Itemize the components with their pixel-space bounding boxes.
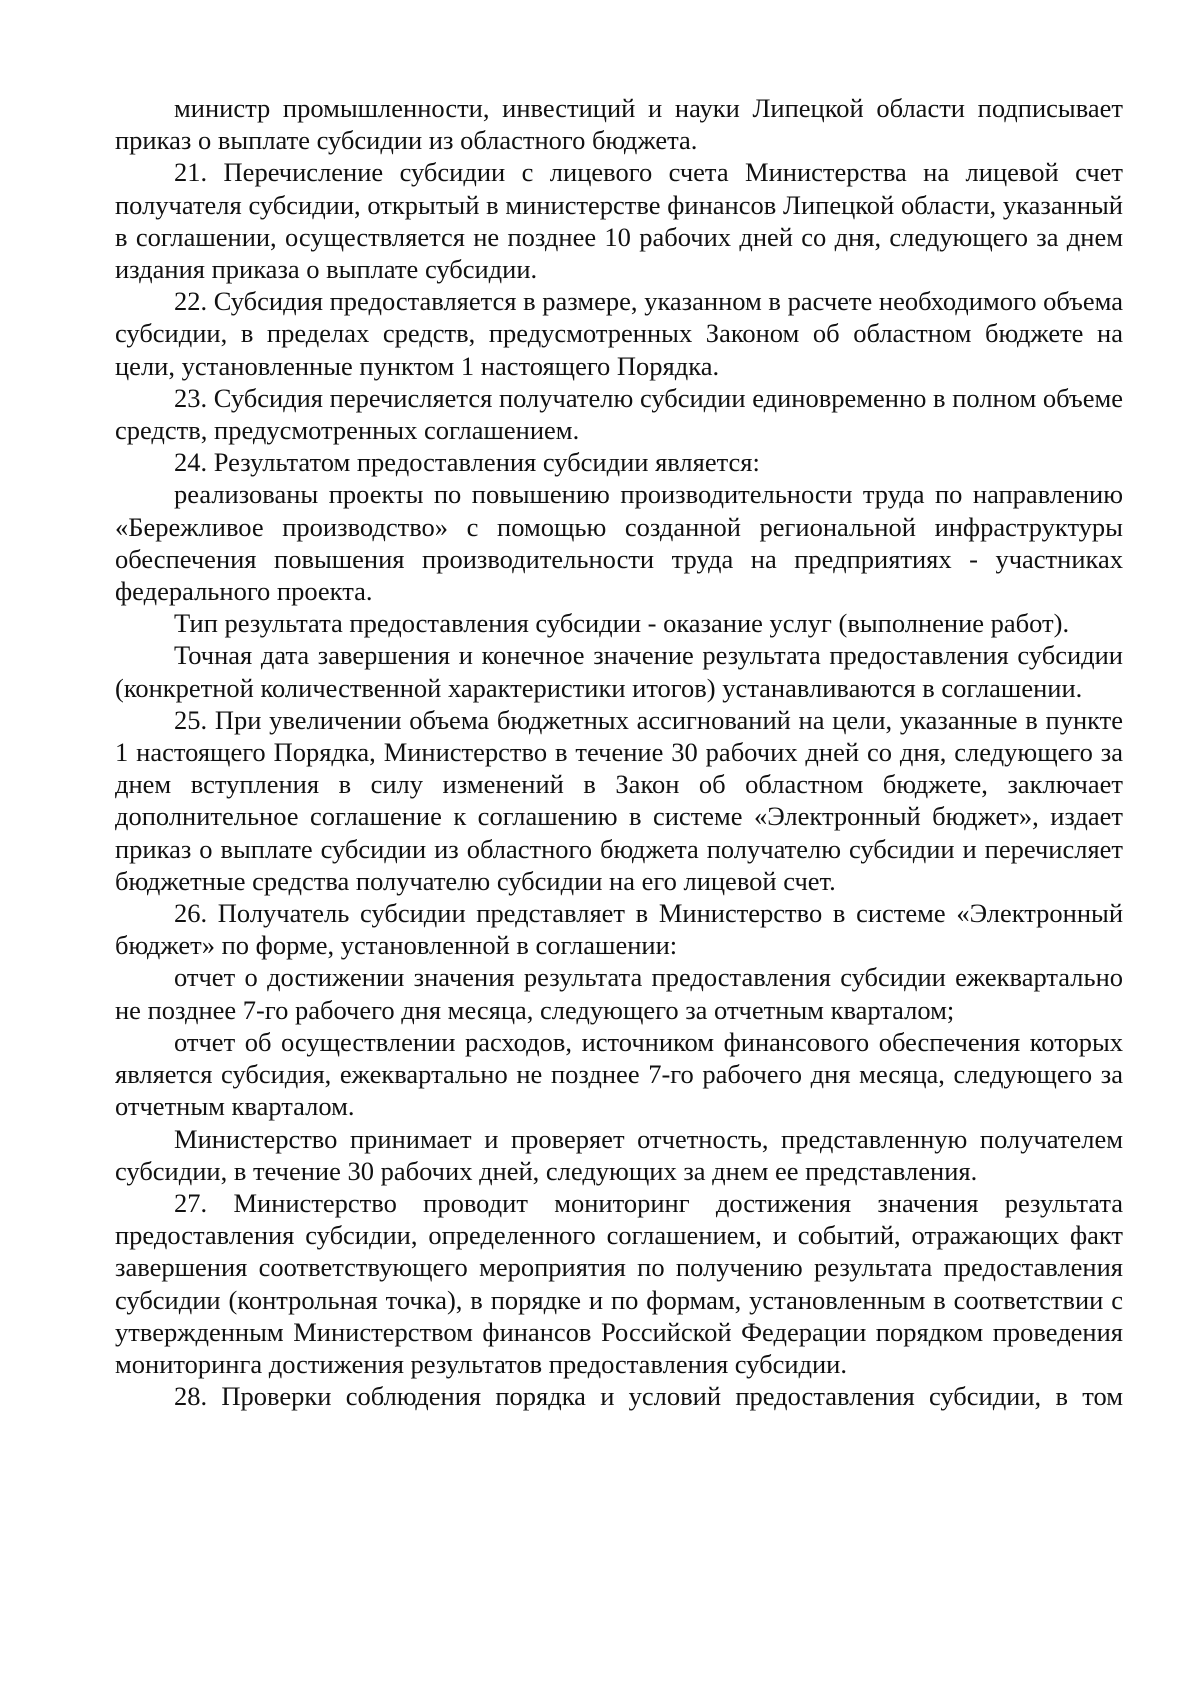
paragraph-21: 21. Перечисление субсидии с лицевого счета Министерства на лицевой счет получателя субсидии, открытый в министерстве финансов Липецкой области, указанный в соглашении, осуществляется не позднее 10 рабочих дней со дня, следующего за днем издания приказа о выплате субсидии. bbox=[115, 157, 1123, 285]
paragraph-22: 22. Субсидия предоставляется в размере, указанном в расчете необходимого объема субсидии, в пределах средств, предусмотренных Законом об областном бюджете на цели, установленные пунктом 1 настоящего Порядка. bbox=[115, 286, 1123, 381]
paragraph-26-review: Министерство принимает и проверяет отчетность, представленную получателем субсидии, в течение 30 рабочих дней, следующих за днем ее представления. bbox=[115, 1123, 1123, 1186]
paragraph-24-result-type: Тип результата предоставления субсидии - оказание услуг (выполнение работ). bbox=[174, 608, 1070, 639]
paragraph-24-result-date: Точная дата завершения и конечное значение результата предоставления субсидии (конкретной количественной характеристики итогов) устанавливаются в соглашении. bbox=[115, 640, 1123, 703]
paragraph-27: 27. Министерство проводит мониторинг достижения значения результата предоставления субсидии, определенного соглашением, и событий, отражающих факт завершения соответствующего мероприятия по получению результата предоставления субсидии (контрольная точка), в порядке и по формам, установленным в соответствии с утвержденным Министерством финансов Российской Федерации порядком проведения мониторинга достижения результатов предоставления субсидии. bbox=[115, 1187, 1123, 1379]
paragraph-24: 24. Результатом предоставления субсидии является: bbox=[174, 447, 760, 478]
paragraph-23: 23. Субсидия перечисляется получателю субсидии единовременно в полном объеме средств, предусмотренных соглашением. bbox=[115, 382, 1123, 446]
paragraph-25: 25. При увеличении объема бюджетных ассигнований на цели, указанные в пункте 1 настоящего Порядка, Министерство в течение 30 рабочих дней со дня, следующего за днем вступления в силу изменений в Закон об областном бюджете, заключает дополнительное соглашение к соглашению в системе «Электронный бюджет», издает приказ о выплате субсидии из областного бюджета получателю субсидии и перечисляет бюджетные средства получателю субсидии на его лицевой счет. bbox=[115, 704, 1123, 896]
paragraph-continuation: министр промышленности, инвестиций и науки Липецкой области подписывает приказ о выплате субсидии из областного бюджета. bbox=[115, 93, 1123, 156]
paragraph-24-result: реализованы проекты по повышению производительности труда по направлению «Бережливое производство» с помощью созданной региональной инфраструктуры обеспечения повышения производительности труда на предприятиях - участниках федерального проекта. bbox=[115, 479, 1123, 607]
paragraph-28: 28. Проверки соблюдения порядка и условий предоставления субсидии, в том bbox=[174, 1381, 1123, 1412]
paragraph-26-report-result: отчет о достижении значения результата предоставления субсидии ежеквартально не позднее 7-го рабочего дня месяца, следующего за отчетным кварталом; bbox=[115, 962, 1123, 1025]
paragraph-26: 26. Получатель субсидии представляет в Министерство в системе «Электронный бюджет» по форме, установленной в соглашении: bbox=[115, 898, 1123, 961]
paragraph-26-report-expenses: отчет об осуществлении расходов, источником финансового обеспечения которых является субсидия, ежеквартально не позднее 7-го рабочего дня месяца, следующего за отчетным кварталом. bbox=[115, 1026, 1123, 1122]
document-page bbox=[115, 92, 1123, 1412]
